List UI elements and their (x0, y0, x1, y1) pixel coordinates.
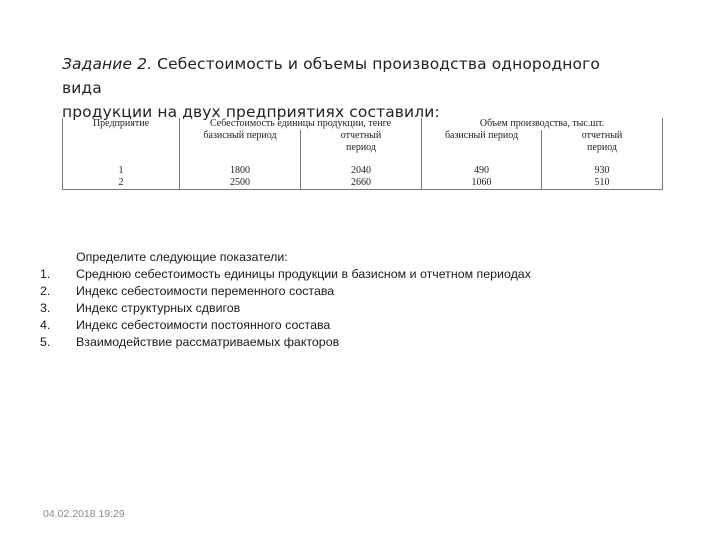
list-item-text: Индекс себестоимости переменного состава (76, 284, 335, 298)
header-cost-group: Себестоимость единицы продукции, тенге (180, 118, 422, 130)
list-item (40, 300, 710, 317)
header-enterprise: Предприятие (63, 118, 180, 130)
table-header-row (63, 118, 663, 130)
header-volume-group: Объем производства, тыс.шт. (422, 118, 663, 130)
list-item-text: Среднюю себестоимость единицы продукции в базисном и отчетном периодах (76, 267, 531, 281)
cell-volume-base: 1060 (422, 177, 542, 189)
cell-volume-report: 930 (542, 165, 663, 177)
list-item (40, 317, 710, 334)
list-item-number: 3. (40, 301, 51, 315)
list-item-number: 4. (40, 318, 51, 332)
table-subheader-row (63, 130, 663, 165)
list-item (40, 266, 710, 283)
cell-cost-report: 2660 (301, 177, 422, 189)
task-heading (62, 52, 642, 124)
subheader-volume-report-line-1: отчетный (581, 130, 623, 142)
table-row (63, 177, 663, 189)
list-item-number: 1. (40, 267, 51, 281)
cell-volume-report: 510 (542, 177, 663, 189)
cell-volume-base: 490 (422, 165, 542, 177)
questions-list (40, 249, 710, 351)
cell-enterprise: 2 (63, 177, 180, 189)
data-table (62, 118, 662, 190)
cell-cost-report: 2040 (301, 165, 422, 177)
subheader-volume-base: базисный период (422, 130, 542, 165)
task-heading-text: Себестоимость и объемы производства однородного вида (62, 55, 600, 97)
cell-cost-base: 2500 (180, 177, 301, 189)
task-label: Задание 2. (62, 55, 153, 73)
questions-intro: Определите следующие показатели: (76, 250, 288, 264)
subheader-cost-base: базисный период (180, 130, 301, 165)
list-item-text: Индекс себестоимости постоянного состава (76, 318, 331, 332)
subheader-cost-report-line-1: отчетный (340, 130, 382, 142)
cell-enterprise: 1 (63, 165, 180, 177)
subheader-volume-report-line-2: период (587, 141, 617, 153)
list-item (40, 334, 710, 351)
slide-timestamp: 04.02.2018 19:29 (43, 508, 125, 520)
task-heading-line-1 (62, 52, 642, 100)
subheader-cost-report (301, 130, 422, 165)
table-row (63, 165, 663, 177)
task-heading-line-2: продукции на двух предприятиях составили: (62, 103, 440, 121)
list-item-text: Индекс структурных сдвигов (76, 301, 241, 315)
cell-cost-base: 1800 (180, 165, 301, 177)
list-item-text: Взаимодействие рассматриваемых факторов (76, 335, 340, 349)
subheader-empty (63, 130, 180, 165)
list-item (40, 283, 710, 300)
subheader-cost-report-line-2: период (346, 141, 376, 153)
list-item-number: 2. (40, 284, 51, 298)
list-item-number: 5. (40, 335, 51, 349)
subheader-volume-report (542, 130, 663, 165)
